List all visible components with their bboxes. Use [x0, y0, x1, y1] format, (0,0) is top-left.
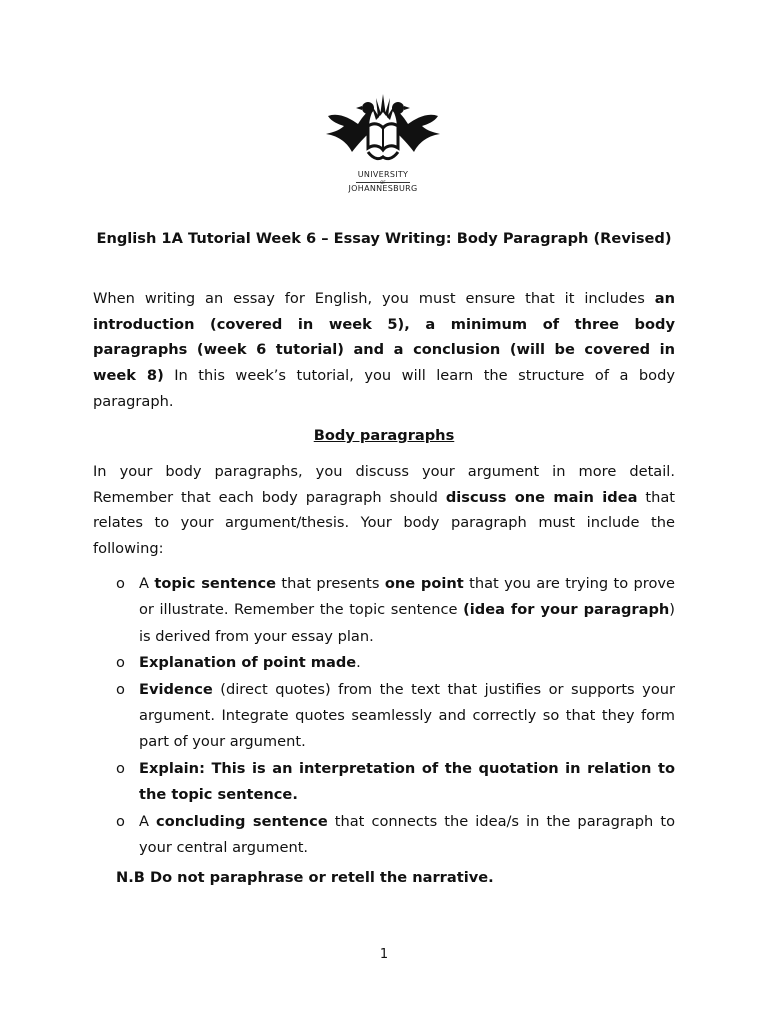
item-bold: Explain: This is an interpretation of the quotation in relation to the topic sentence.: [139, 759, 675, 804]
item-bold: Explanation of point made: [139, 654, 357, 672]
body-text-2: that relates to your argument/thesis. Your body paragraph must include the following:: [93, 488, 676, 558]
intro-paragraph: [93, 286, 675, 415]
intro-text-2: In this week’s tutorial, you will learn the structure of a body paragraph.: [93, 367, 675, 410]
logo-divider: [356, 182, 410, 183]
document-title: English 1A Tutorial Week 6 – Essay Writing: Body Paragraph (Revised): [96, 230, 672, 247]
item-bold: concluding sentence: [156, 812, 328, 830]
bullet-marker: o: [116, 575, 125, 592]
bullet-marker: o: [116, 680, 125, 698]
item-text: ) is derived from your essay plan.: [139, 601, 675, 645]
intro-bold-1: an introduction (covered in week 5), a minimum of three body paragraphs (week 6 tutorial) and a conclusion (will be covered in week 8): [93, 290, 675, 385]
list-item-concluding-sentence: [93, 809, 675, 862]
item-text: (direct quotes) from the text that justifies or supports your argument. Integrate quotes seamlessly and correctly so that they form part of your argument.: [139, 680, 675, 751]
item-text: that you are trying to prove or illustrate. Remember the topic sentence: [139, 575, 675, 619]
logo-text-university: UNIVERSITY: [357, 170, 409, 179]
bullet-marker: o: [116, 654, 125, 672]
body-text-1: In your body paragraphs, you discuss your argument in more detail. Remember that each body paragraph should: [93, 463, 675, 506]
item-bold: topic sentence: [154, 575, 277, 592]
item-text: that presents: [276, 575, 385, 592]
section-heading: Body paragraphs: [313, 427, 455, 444]
body-paragraph: [93, 459, 675, 562]
item-bold: Evidence: [139, 680, 213, 698]
item-bold: (idea for your paragraph: [463, 601, 670, 619]
list-item-explain: [93, 756, 675, 809]
item-text: A: [139, 575, 155, 592]
intro-text-1: When writing an essay for English, you must ensure that it includes: [93, 290, 655, 307]
bullet-marker: o: [116, 812, 125, 830]
list-item-topic-sentence: [93, 571, 675, 650]
item-bold: one point: [384, 575, 464, 592]
logo-text-of: OF: [380, 180, 386, 185]
page-number: 1: [379, 947, 389, 962]
bird-crest-icon: [318, 86, 448, 166]
item-text: A: [139, 812, 157, 830]
bullet-marker: o: [116, 759, 125, 777]
list-item-evidence: [93, 677, 675, 756]
body-bold-1: discuss one main idea: [445, 488, 638, 506]
list-item-explanation: [93, 650, 675, 676]
item-text: .: [356, 654, 361, 672]
nb-note: N.B Do not paraphrase or retell the narrative.: [116, 869, 494, 886]
logo-text-johannesburg: JOHANNESBURG: [348, 184, 418, 193]
item-text: that connects the idea/s in the paragraph to your central argument.: [139, 812, 676, 857]
university-logo: [318, 86, 448, 198]
requirements-list: [93, 571, 675, 861]
